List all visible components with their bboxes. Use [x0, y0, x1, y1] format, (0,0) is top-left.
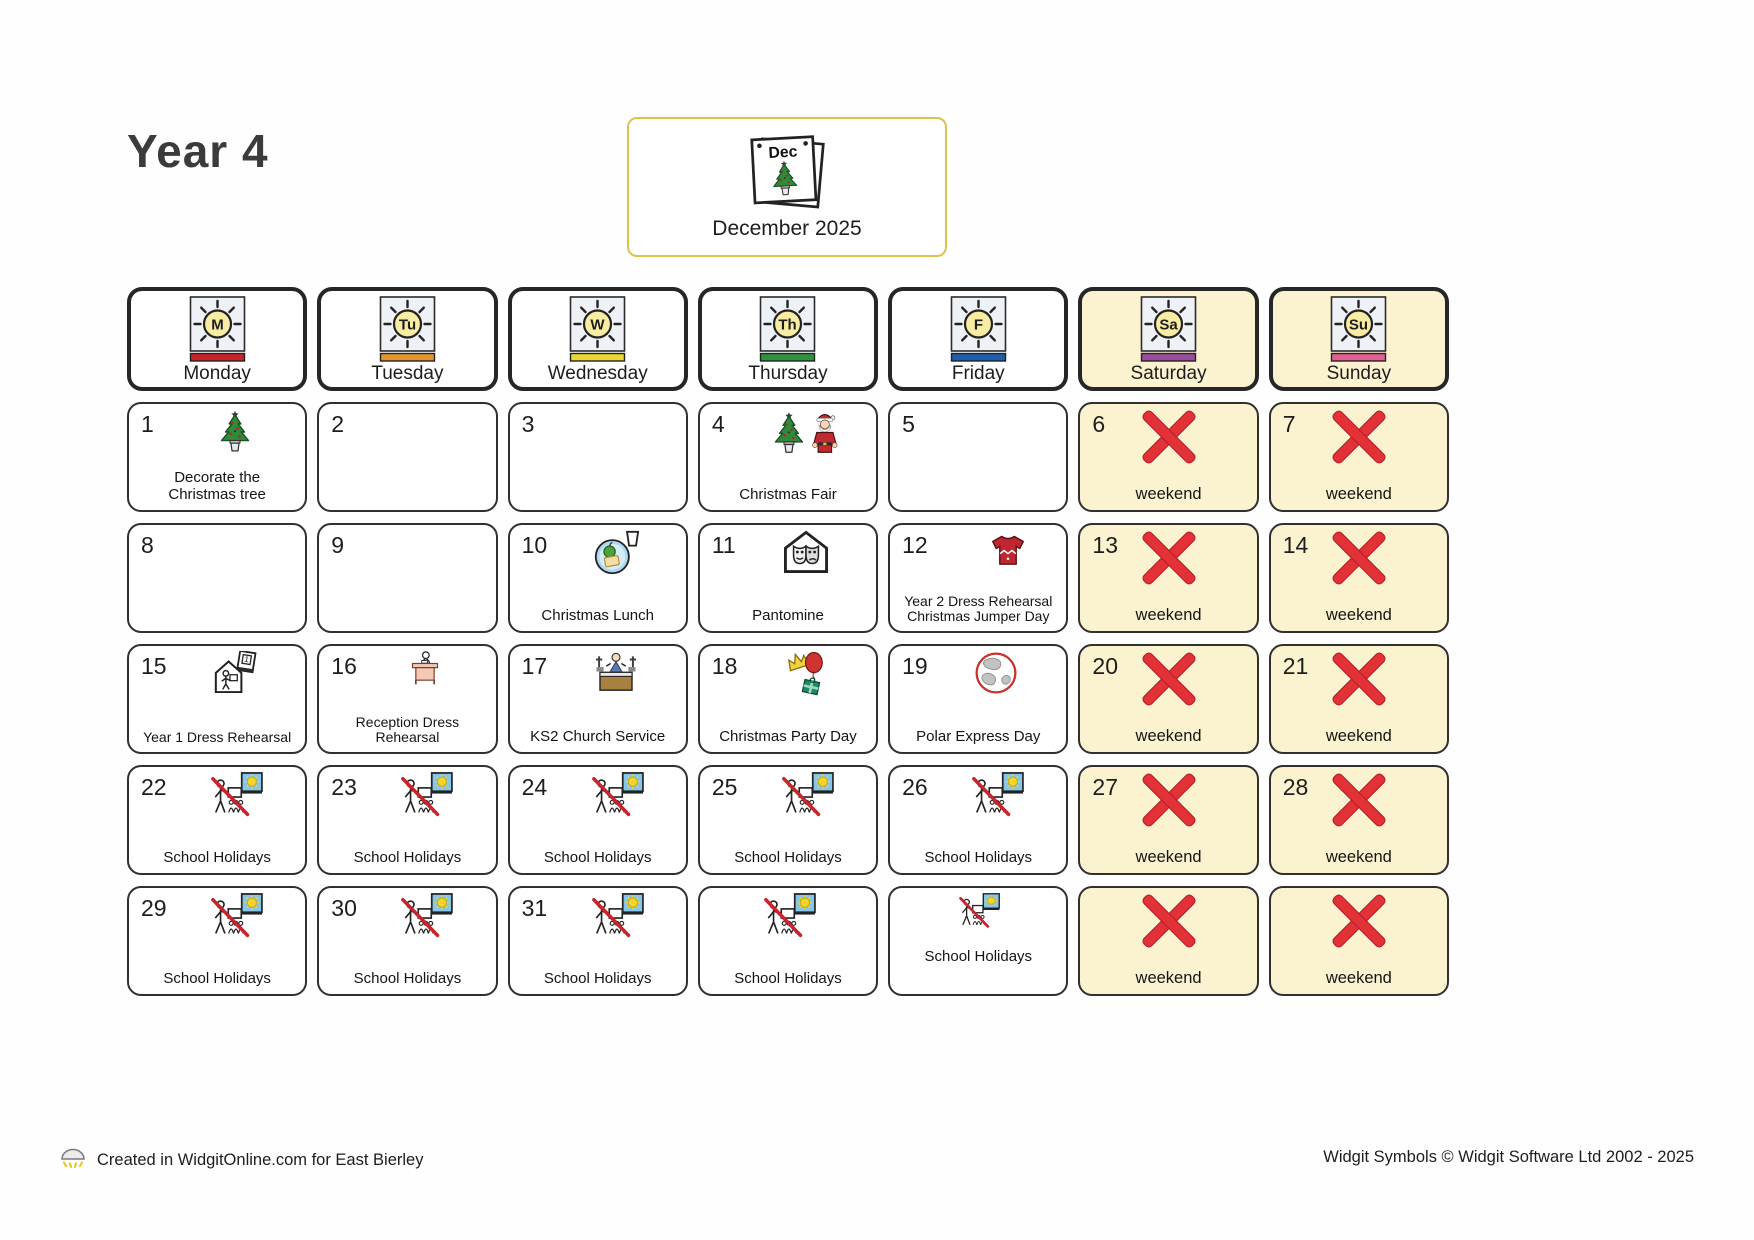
event-label: Pantomine	[752, 607, 824, 625]
extra-weekend-cell-2	[1269, 886, 1449, 996]
red-x-icon	[1271, 893, 1447, 949]
red-x-icon	[1080, 893, 1256, 949]
weekday-label: Monday	[183, 362, 251, 384]
day-number: 17	[521, 653, 548, 679]
day-cell-24	[508, 765, 688, 875]
day-number: 27	[1092, 774, 1119, 800]
day-cell-17	[508, 644, 688, 754]
red-x-icon	[1271, 530, 1447, 586]
event-label: School Holidays	[734, 970, 842, 988]
svg-text:M: M	[210, 316, 224, 333]
day-number: 22	[141, 774, 167, 800]
event-label: School Holidays	[163, 970, 271, 988]
weekday-label: Tuesday	[371, 362, 444, 384]
party-icon	[718, 651, 894, 697]
day-number: 15	[141, 653, 167, 679]
day-cell-22	[127, 765, 307, 875]
day-number: 21	[1282, 653, 1309, 679]
day-cell-12	[888, 523, 1068, 633]
event-label: School Holidays	[924, 948, 1033, 966]
red-x-icon	[1271, 651, 1447, 707]
weekend-label: weekend	[1135, 605, 1202, 624]
tuesday-sun-icon	[379, 296, 436, 362]
weekend-label: weekend	[1135, 726, 1202, 745]
school-holidays-icon	[718, 772, 894, 824]
event-label: Year 1 Dress Rehearsal	[143, 729, 292, 746]
day-cell-10	[508, 523, 688, 633]
widgit-logo-icon	[60, 1146, 86, 1175]
day-number: 11	[711, 532, 736, 558]
day-cell-27-weekend	[1078, 765, 1258, 875]
day-cell-23	[317, 765, 497, 875]
footer-credit	[60, 1146, 423, 1175]
thursday-sun-icon	[759, 296, 816, 362]
year-1-rehearsal-icon	[147, 651, 323, 693]
day-cell-19	[888, 644, 1068, 754]
weekday-label: Saturday	[1130, 362, 1207, 384]
red-x-icon	[1080, 530, 1256, 586]
event-label: School Holidays	[543, 970, 652, 988]
day-cell-25	[698, 765, 878, 875]
day-cell-8	[127, 523, 307, 633]
weekend-label: weekend	[1135, 484, 1202, 503]
day-number: 19	[902, 653, 928, 679]
weekend-label: weekend	[1135, 847, 1202, 866]
weekend-label: weekend	[1325, 968, 1392, 987]
day-number: 3	[521, 411, 535, 437]
saturday-sun-icon	[1140, 296, 1197, 362]
event-label: KS2 Church Service	[530, 728, 666, 746]
day-number: 9	[331, 532, 345, 558]
day-cell-15	[127, 644, 307, 754]
day-cell-16	[317, 644, 497, 754]
school-holidays-icon	[337, 893, 513, 945]
extra-weekend-cell-1	[1078, 886, 1258, 996]
day-cell-5	[888, 402, 1068, 512]
day-cell-11	[698, 523, 878, 633]
event-label: School Holidays	[163, 849, 271, 867]
event-label: Year 2 Dress Rehearsal Christmas Jumper Day	[904, 592, 1053, 625]
weekday-header-wednesday	[508, 287, 688, 391]
day-cell-6-weekend	[1078, 402, 1258, 512]
weekday-header-friday	[888, 287, 1068, 391]
event-label: Christmas Lunch	[541, 607, 654, 625]
svg-text:Th: Th	[778, 316, 798, 333]
day-number: 28	[1282, 774, 1309, 800]
footer-credit-text: Created in WidgitOnline.com for East Bierley	[97, 1151, 424, 1169]
school-holidays-icon	[890, 893, 1066, 934]
day-cell-13-weekend	[1078, 523, 1258, 633]
day-number: 14	[1282, 532, 1309, 558]
school-holidays-icon	[528, 772, 704, 824]
day-number: 24	[521, 774, 548, 800]
event-label: Polar Express Day	[916, 728, 1041, 746]
christmas-lunch-icon	[528, 530, 704, 576]
school-holidays-icon	[147, 893, 323, 945]
day-number: 30	[331, 895, 357, 921]
day-cell-31	[508, 886, 688, 996]
weekday-header-saturday	[1078, 287, 1258, 391]
weekend-label: weekend	[1325, 726, 1392, 745]
day-cell-2	[317, 402, 497, 512]
day-number: 26	[902, 774, 928, 800]
weekday-label: Thursday	[748, 362, 828, 384]
month-header-box	[627, 117, 947, 257]
day-number: 23	[331, 774, 357, 800]
day-cell-4	[698, 402, 878, 512]
school-holidays-icon	[700, 893, 876, 945]
weekend-label: weekend	[1325, 847, 1392, 866]
day-cell-28-weekend	[1269, 765, 1449, 875]
red-x-icon	[1271, 772, 1447, 828]
day-cell-9	[317, 523, 497, 633]
extra-holiday-cell-2	[888, 886, 1068, 996]
weekday-header-tuesday	[317, 287, 497, 391]
event-label: School Holidays	[924, 849, 1033, 867]
svg-text:Dec: Dec	[768, 143, 798, 162]
school-holidays-icon	[337, 772, 513, 824]
day-cell-30	[317, 886, 497, 996]
school-holidays-icon	[147, 772, 323, 824]
day-number: 8	[141, 532, 154, 558]
christmas-tree-icon	[147, 409, 323, 455]
day-number: 31	[521, 895, 548, 921]
day-cell-1	[127, 402, 307, 512]
svg-text:Sa: Sa	[1159, 316, 1178, 333]
friday-sun-icon	[950, 296, 1007, 362]
day-number: 5	[902, 411, 915, 437]
christmas-jumper-icon	[920, 534, 1096, 567]
church-service-icon	[528, 651, 704, 692]
event-label: Decorate the Christmas tree	[168, 469, 266, 504]
day-number: 2	[331, 411, 345, 437]
day-number: 6	[1092, 411, 1106, 437]
month-calendar-icon	[740, 133, 834, 215]
day-number: 20	[1092, 653, 1119, 679]
day-cell-18	[698, 644, 878, 754]
red-x-icon	[1080, 651, 1256, 707]
pantomime-masks-icon	[718, 530, 894, 574]
day-number: 4	[711, 411, 725, 437]
event-label: Christmas Fair	[739, 486, 837, 504]
event-label: Reception Dress Rehearsal	[355, 713, 460, 746]
day-cell-29	[127, 886, 307, 996]
day-number: 1	[141, 411, 154, 437]
day-cell-7-weekend	[1269, 402, 1449, 512]
svg-text:F: F	[973, 316, 983, 333]
christmas-fair-icon	[718, 409, 894, 456]
globe-icon	[908, 651, 1084, 695]
day-number: 10	[521, 532, 548, 558]
event-label: School Holidays	[543, 849, 652, 867]
day-number: 16	[331, 653, 357, 679]
day-number: 7	[1282, 411, 1296, 437]
svg-text:W: W	[590, 316, 605, 333]
day-number: 12	[902, 532, 928, 558]
page-title: Year 4	[127, 125, 269, 177]
event-label: Christmas Party Day	[719, 728, 857, 746]
weekday-label: Sunday	[1326, 362, 1392, 384]
day-number: 25	[711, 774, 738, 800]
wednesday-sun-icon	[569, 296, 626, 362]
sunday-sun-icon	[1330, 296, 1387, 362]
day-number: 18	[711, 653, 738, 679]
reception-desk-icon	[337, 651, 513, 686]
month-label: December 2025	[712, 217, 862, 240]
day-number: 29	[141, 895, 167, 921]
red-x-icon	[1271, 409, 1447, 465]
footer-copyright: Widgit Symbols © Widgit Software Ltd 2002 - 2025	[1323, 1148, 1694, 1166]
svg-text:Su: Su	[1349, 316, 1369, 333]
weekend-label: weekend	[1135, 968, 1202, 987]
school-holidays-icon	[908, 772, 1084, 824]
day-cell-20-weekend	[1078, 644, 1258, 754]
weekday-header-thursday	[698, 287, 878, 391]
weekday-header-sunday	[1269, 287, 1449, 391]
red-x-icon	[1080, 772, 1256, 828]
day-cell-21-weekend	[1269, 644, 1449, 754]
weekend-label: weekend	[1325, 484, 1392, 503]
school-holidays-icon	[528, 893, 704, 945]
weekday-label: Friday	[951, 362, 1005, 384]
day-number: 13	[1092, 532, 1119, 558]
day-cell-26	[888, 765, 1068, 875]
weekday-label: Wednesday	[547, 362, 648, 384]
event-label: School Holidays	[353, 970, 462, 988]
extra-holiday-cell-1	[698, 886, 878, 996]
monday-sun-icon	[189, 296, 246, 362]
svg-text:Tu: Tu	[398, 316, 417, 333]
red-x-icon	[1080, 409, 1256, 465]
day-cell-14-weekend	[1269, 523, 1449, 633]
day-cell-3	[508, 402, 688, 512]
calendar-grid	[127, 287, 1449, 996]
weekend-label: weekend	[1325, 605, 1392, 624]
event-label: School Holidays	[734, 849, 842, 867]
weekday-header-monday	[127, 287, 307, 391]
event-label: School Holidays	[353, 849, 462, 867]
